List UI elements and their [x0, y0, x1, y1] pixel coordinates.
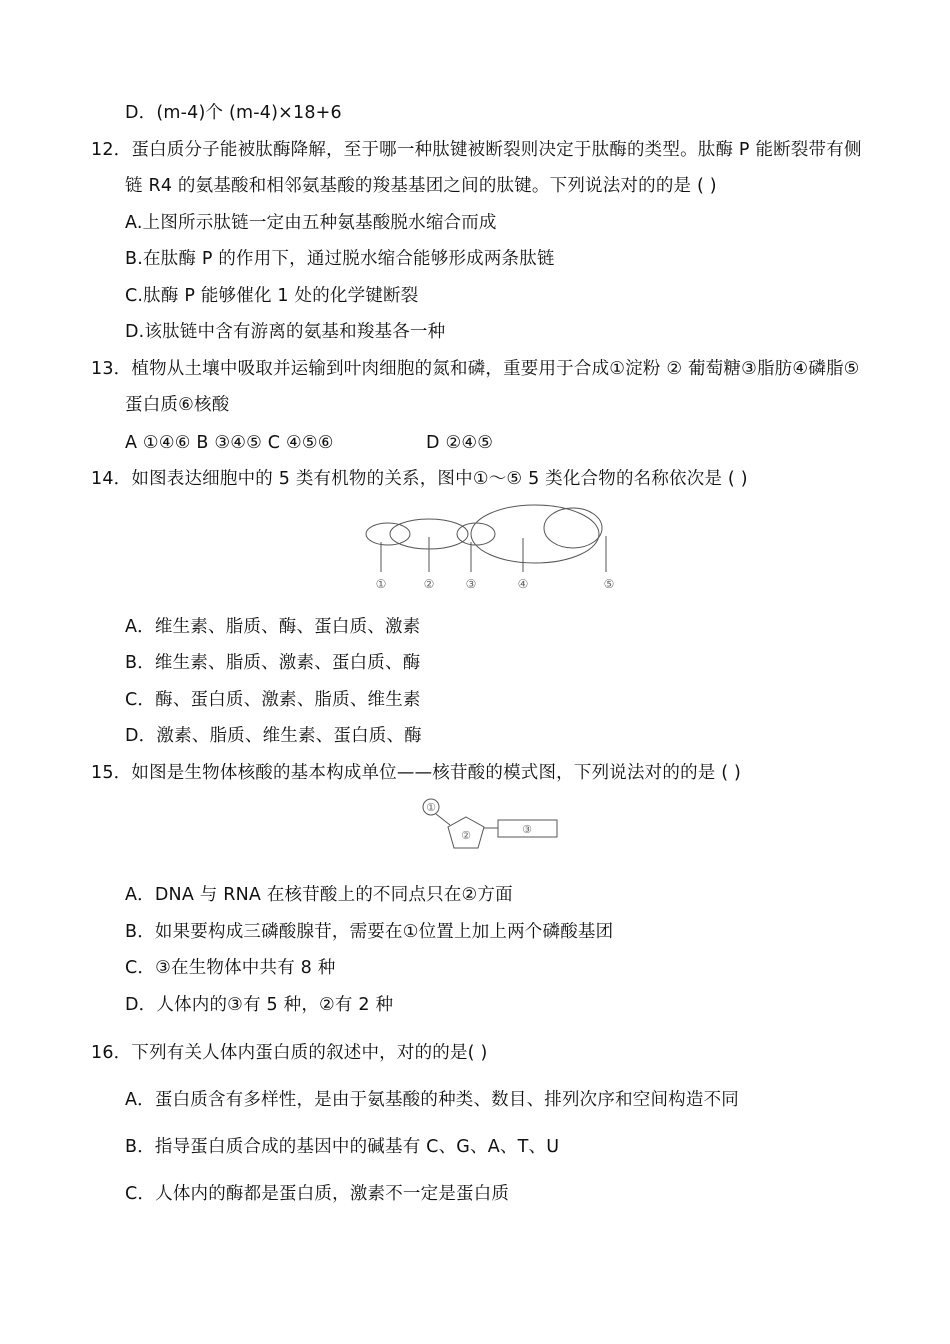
venn-label-4: ④ — [517, 577, 529, 591]
venn-label-3: ③ — [465, 577, 477, 591]
nucleotide-label-2: ② — [461, 829, 471, 842]
question-15-option-a: A．DNA 与 RNA 在核苷酸上的不同点只在②方面 — [125, 885, 513, 905]
question-12-option-d: D.该肽链中含有游离的氨基和羧基各一种 — [125, 322, 446, 342]
venn-label-1: ① — [375, 577, 387, 591]
question-15-option-b: B．如果要构成三磷酸腺苷，需要在①位置上加上两个磷酸基团 — [125, 922, 614, 942]
question-16-option-a: A．蛋白质含有多样性，是由于氨基酸的种类、数目、排列次序和空间构造不同 — [125, 1090, 739, 1110]
question-14-stem: 14．如图表达细胞中的 5 类有机物的关系，图中①～⑤ 5 类化合物的名称依次是 ( ) — [91, 469, 748, 489]
question-14-option-d: D．激素、脂质、维生素、蛋白质、酶 — [125, 726, 422, 746]
question-13-stem-line-1: 13．植物从土壤中吸取并运输到叶肉细胞的氮和磷，重要用于合成①淀粉 ② 葡萄糖③脂肪④磷脂⑤ — [91, 359, 860, 379]
question-13-option-d: D ②④⑤ — [426, 433, 494, 453]
question-13-options-abc: A ①④⑥ B ③④⑤ C ④⑤⑥ — [125, 433, 334, 453]
ellipse-4 — [471, 505, 599, 563]
question-16-option-b: B．指导蛋白质合成的基因中的碱基有 C、G、A、T、U — [125, 1137, 560, 1157]
venn-label-2: ② — [423, 577, 435, 591]
ellipse-1 — [366, 523, 410, 545]
question-12-option-a: A.上图所示肽链一定由五种氨基酸脱水缩合而成 — [125, 213, 497, 233]
question-12-option-b: B.在肽酶 P 的作用下，通过脱水缩合能够形成两条肽链 — [125, 249, 555, 269]
nucleotide-label-3: ③ — [522, 823, 532, 836]
venn-label-5: ⑤ — [603, 577, 615, 591]
question-12-option-c: C.肽酶 P 能够催化 1 处的化学键断裂 — [125, 286, 419, 306]
question-14-option-c: C．酶、蛋白质、激素、脂质、维生素 — [125, 690, 421, 710]
question-15-option-d: D．人体内的③有 5 种，②有 2 种 — [125, 995, 394, 1015]
question-12-stem-line-2: 链 R4 的氨基酸和相邻氨基酸的羧基基团之间的肽键。下列说法对的的是 ( ) — [125, 176, 717, 196]
question-15-stem: 15．如图是生物体核酸的基本构成单位——核苷酸的模式图，下列说法对的的是 ( ) — [91, 763, 742, 783]
question-15-nucleotide-figure — [418, 795, 563, 853]
question-12-stem-line-1: 12．蛋白质分子能被肽酶降解，至于哪一种肽键被断裂则决定于肽酶的类型。肽酶 P 能断裂带有侧 — [91, 140, 862, 160]
prev-question-option-d: D．(m-4)个 (m-4)×18+6 — [125, 103, 342, 123]
question-15-option-c: C．③在生物体中共有 8 种 — [125, 958, 336, 978]
nucleotide-label-1: ① — [426, 801, 436, 814]
question-14-option-a: A．维生素、脂质、酶、蛋白质、激素 — [125, 617, 421, 637]
ellipse-5 — [544, 508, 602, 548]
question-16-option-c: C．人体内的酶都是蛋白质，激素不一定是蛋白质 — [125, 1184, 510, 1204]
ellipse-3 — [457, 523, 495, 545]
question-14-option-b: B．维生素、脂质、激素、蛋白质、酶 — [125, 653, 421, 673]
question-13-stem-line-2: 蛋白质⑥核酸 — [125, 395, 230, 415]
question-16-stem: 16．下列有关人体内蛋白质的叙述中，对的的是( ) — [91, 1043, 488, 1063]
question-14-venn-figure — [360, 500, 630, 595]
